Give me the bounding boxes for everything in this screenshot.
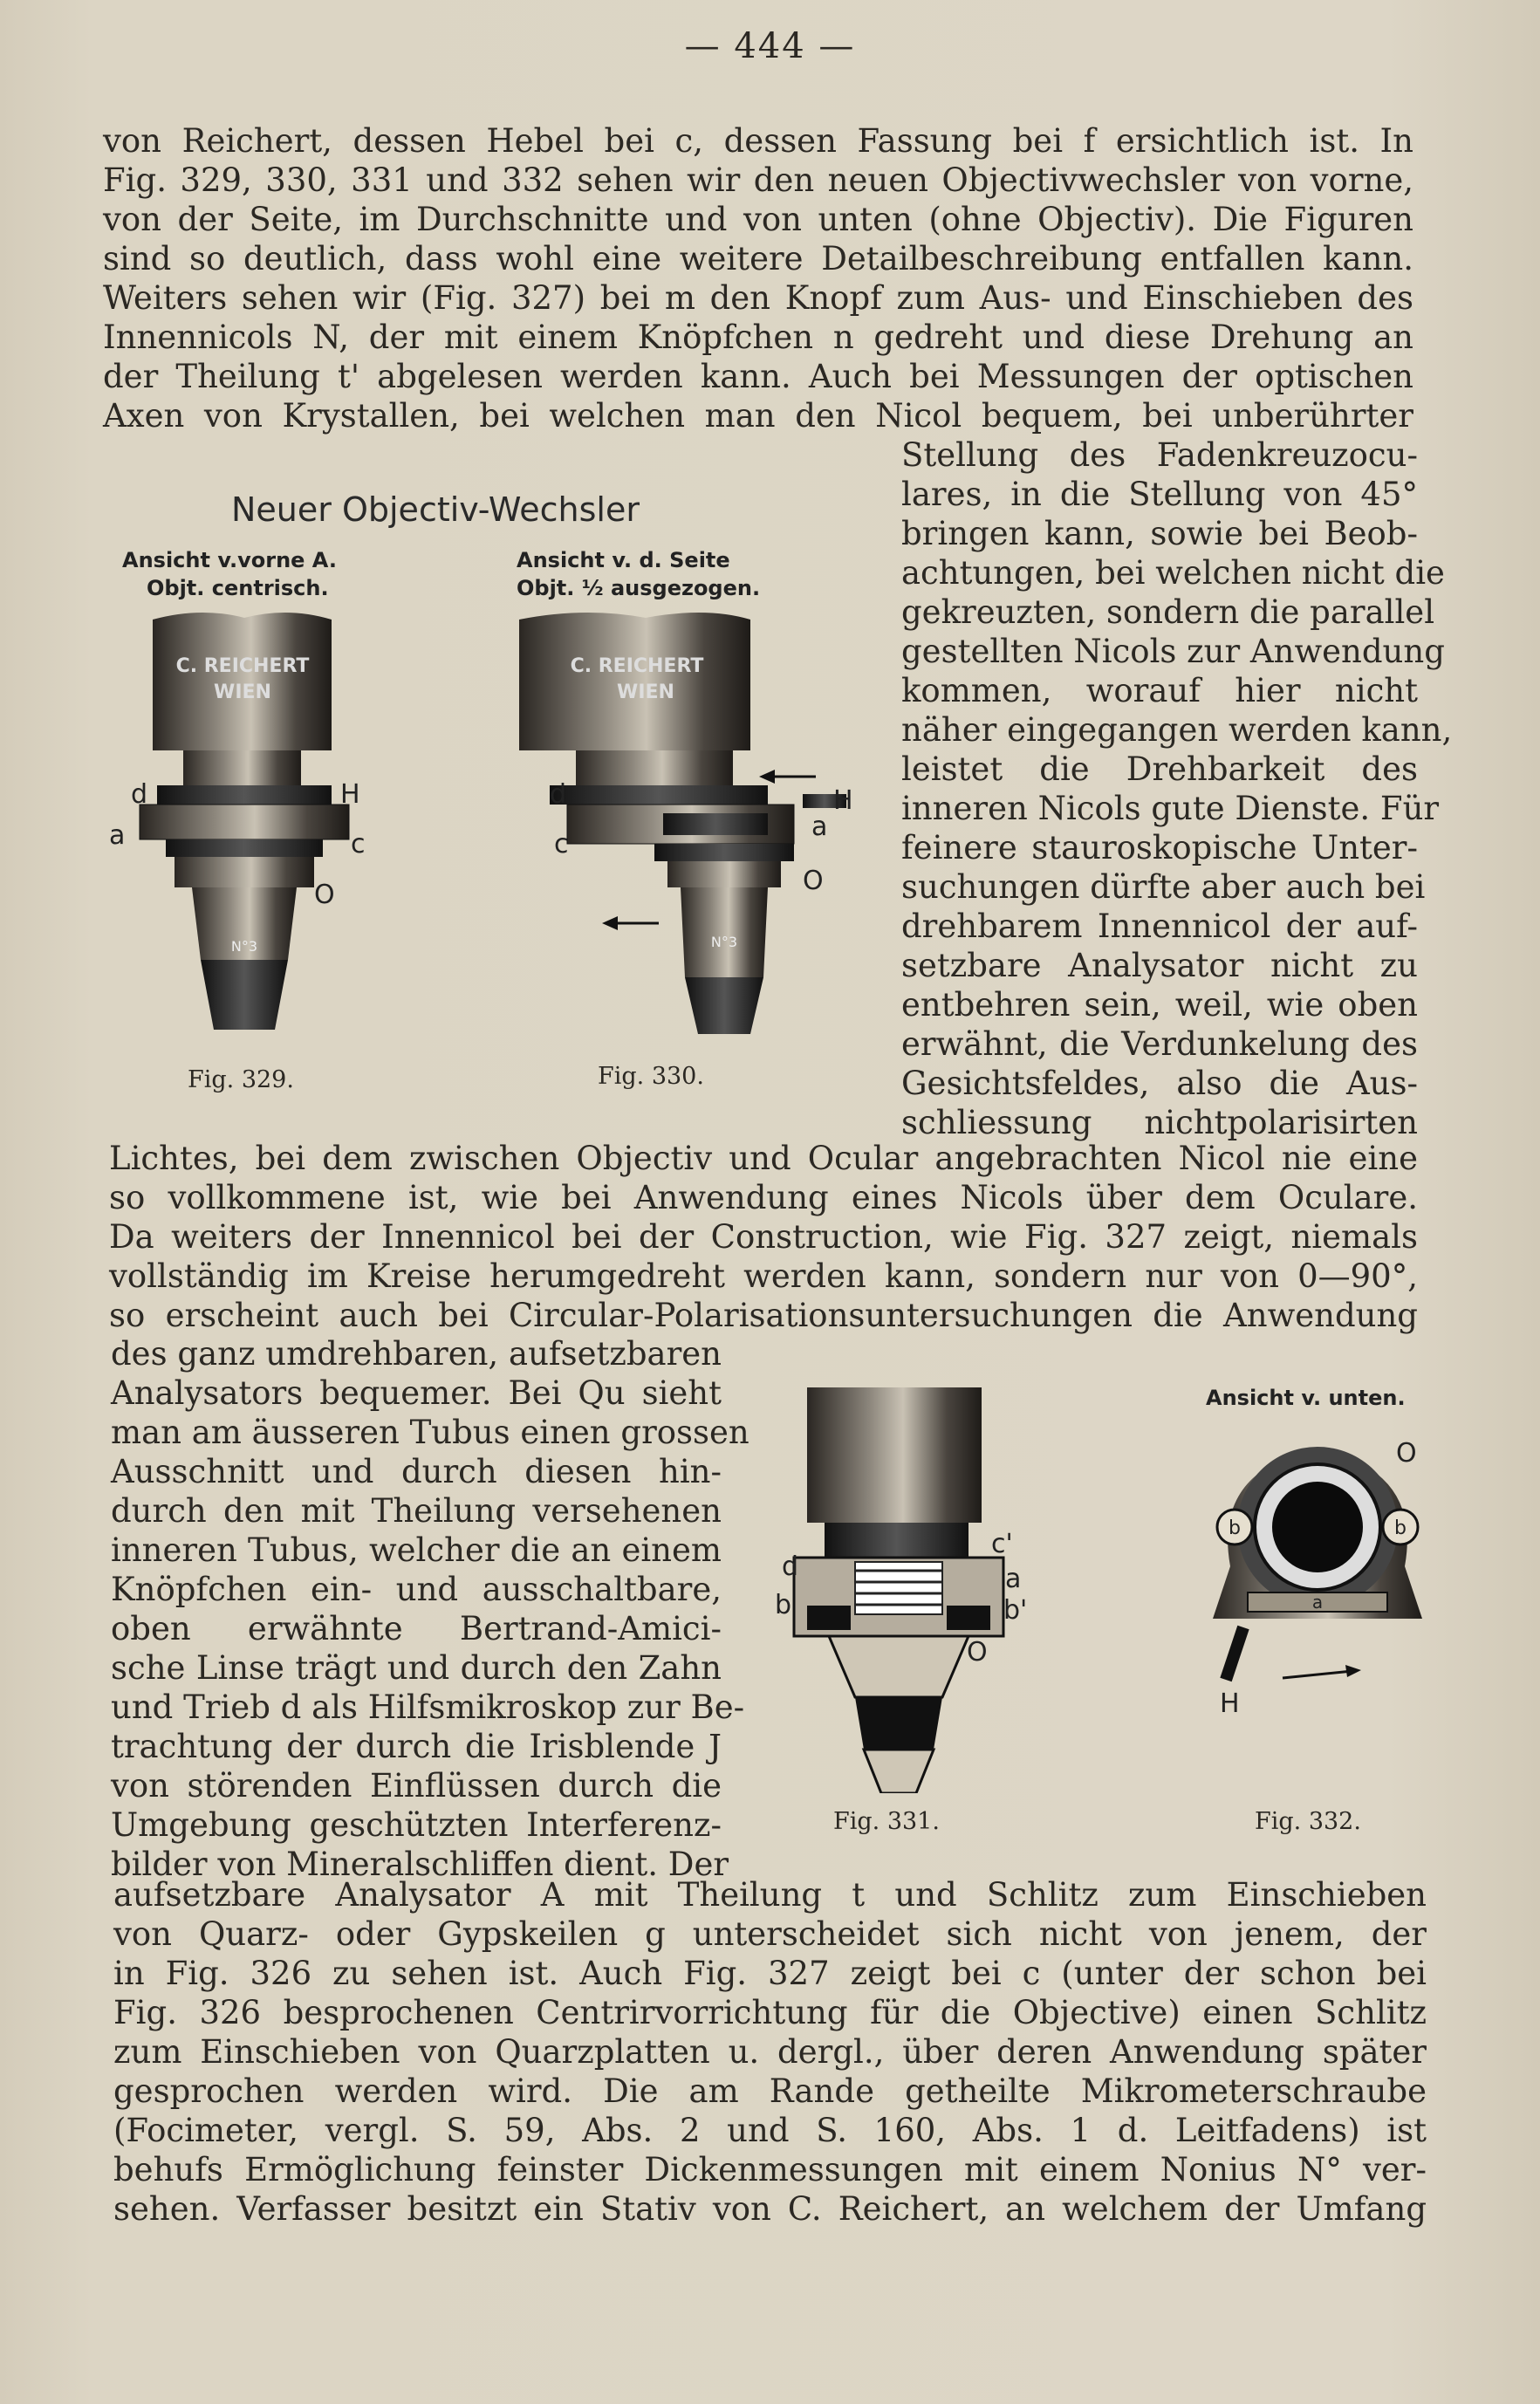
fig330-mark-a: a — [811, 812, 828, 842]
text-line: sehen. Verfasser besitzt ein Stativ von C. Reichert, an welchem der Umfang — [113, 2190, 1427, 2228]
fig329-mark-o: O — [314, 880, 335, 910]
text-line: oben erwähnte Bertrand-Amici- — [111, 1610, 722, 1647]
fig331-mark-b: b — [775, 1590, 792, 1620]
text-line: bilder von Mineralschliffen dient. Der — [111, 1846, 729, 1883]
text-line: in Fig. 326 zu sehen ist. Auch Fig. 327 zeigt bei c (unter der schon bei — [113, 1955, 1427, 1992]
text-line: so erscheint auch bei Circular-Polarisationsuntersuchungen die Anwendung — [109, 1297, 1418, 1334]
fig331-mark-d: d — [782, 1551, 799, 1582]
text-line: trachtung der durch die Irisblende J — [111, 1728, 722, 1765]
fig331-mark-a: a — [1005, 1564, 1022, 1594]
text-line: schliessung nichtpolarisirten — [901, 1104, 1418, 1141]
text-line: so vollkommene ist, wie bei Anwendung eines Nicols über dem Oculare. — [109, 1179, 1418, 1216]
text-line: der Theilung t' abgelesen werden kann. Auch bei Messungen der optischen — [103, 358, 1413, 395]
fig330-mark-d: d — [550, 779, 567, 810]
text-line: setzbare Analysator nicht zu — [901, 947, 1418, 984]
fig329-mark-c: c — [351, 829, 366, 860]
text-line: leistet die Drehbarkeit des — [901, 750, 1418, 788]
text-line: von Quarz- oder Gypskeilen g unterscheidet sich nicht von jenem, der — [113, 1915, 1427, 1953]
text-line: entbehren sein, weil, wie oben — [901, 986, 1418, 1024]
text-line: feinere stauroskopische Unter- — [901, 829, 1418, 866]
text-line: vollständig im Kreise herumgedreht werden kann, sondern nur von 0—90°, — [109, 1257, 1418, 1295]
fig329-mark-a: a — [109, 820, 126, 851]
text-line: sind so deutlich, dass wohl eine weitere Detailbeschreibung entfallen kann. — [103, 240, 1413, 277]
text-line: bringen kann, sowie bei Beob- — [901, 515, 1418, 552]
text-line: Ausschnitt und durch diesen hin- — [111, 1453, 722, 1490]
text-line: erwähnt, die Verdunkelung des — [901, 1025, 1418, 1063]
text-line: suchungen dürfte aber auch bei — [901, 868, 1426, 906]
fig329-objective-changer-front — [113, 611, 375, 1047]
fig332-label: Ansicht v. unten. — [1206, 1386, 1406, 1410]
text-line: achtungen, bei welchen nicht die — [901, 554, 1445, 592]
fig329-label-1: Ansicht v.vorne A. — [122, 548, 337, 572]
text-line: von Reichert, dessen Hebel bei c, dessen Fassung bei f ersichtlich ist. In — [103, 122, 1413, 160]
fig329-number: N°3 — [230, 938, 258, 955]
fig330-label-1: Ansicht v. d. Seite — [517, 548, 730, 572]
text-line: Umgebung geschützten Interferenz- — [111, 1806, 722, 1844]
fig329-brand-1: C. REICHERT — [175, 655, 310, 677]
text-line: gesprochen werden wird. Die am Rande getheilte Mikrometerschraube — [113, 2072, 1427, 2110]
text-line: gekreuzten, sondern die parallel — [901, 593, 1435, 631]
fig331-cross-section — [785, 1383, 1012, 1793]
fig330-brand-1: C. REICHERT — [570, 655, 704, 677]
text-line: näher eingegangen werden kann, — [901, 711, 1453, 749]
fig330-number: N°3 — [710, 934, 738, 950]
text-line: von störenden Einflüssen durch die — [111, 1767, 722, 1805]
text-line: lares, in die Stellung von 45° — [901, 476, 1418, 513]
fig330-label-2: Objt. ½ ausgezogen. — [517, 576, 761, 600]
fig332-mark-h: H — [1220, 1688, 1240, 1719]
figure-title: Neuer Objectiv-Wechsler — [231, 490, 640, 529]
text-line: inneren Nicols gute Dienste. Für — [901, 790, 1440, 827]
text-line: sche Linse trägt und durch den Zahn — [111, 1649, 722, 1687]
fig331-caption: Fig. 331. — [833, 1808, 940, 1835]
text-line: des ganz umdrehbaren, aufsetzbaren — [111, 1335, 722, 1373]
text-line: gestellten Nicols zur Anwendung — [901, 633, 1445, 670]
text-line: von der Seite, im Durchschnitte und von unten (ohne Objectiv). Die Figuren — [103, 201, 1413, 238]
text-line: und Trieb d als Hilfsmikroskop zur Be- — [111, 1688, 745, 1726]
fig332-caption: Fig. 332. — [1255, 1808, 1361, 1835]
text-line: Weiters sehen wir (Fig. 327) bei m den Knopf zum Aus- und Einschieben des — [103, 279, 1413, 317]
fig330-mark-c: c — [554, 829, 569, 860]
fig329-caption: Fig. 329. — [188, 1066, 294, 1093]
fig329-brand-2: WIEN — [214, 681, 271, 703]
fig329-mark-d: d — [131, 779, 148, 810]
text-line: durch den mit Theilung versehenen — [111, 1492, 722, 1530]
text-line: drehbarem Innennicol der auf- — [901, 907, 1418, 945]
svg-text:a: a — [1311, 1592, 1324, 1613]
svg-text:b: b — [1394, 1517, 1407, 1539]
text-line: inneren Tubus, welcher die an einem — [111, 1531, 722, 1569]
fig330-mark-o: O — [803, 866, 824, 896]
fig331-mark-b-prime: b' — [1003, 1595, 1028, 1626]
fig329-label-2: Objt. centrisch. — [147, 576, 329, 600]
text-line: Axen von Krystallen, bei welchen man den Nicol bequem, bei unberührter — [103, 397, 1413, 435]
text-line: aufsetzbare Analysator A mit Theilung t und Schlitz zum Einschieben — [113, 1876, 1427, 1914]
svg-text:b: b — [1229, 1517, 1241, 1539]
text-line: Innennicols N, der mit einem Knöpfchen n gedreht und diese Drehung an — [103, 318, 1413, 356]
fig330-mark-h: H — [833, 785, 853, 816]
text-line: Da weiters der Innennicol bei der Construction, wie Fig. 327 zeigt, niemals — [109, 1218, 1418, 1256]
text-line: zum Einschieben von Quarzplatten u. dergl., über deren Anwendung später — [113, 2033, 1427, 2071]
text-line: behufs Ermöglichung feinster Dickenmessungen mit einem Nonius N° ver- — [113, 2151, 1427, 2188]
text-line: Lichtes, bei dem zwischen Objectiv und Ocular angebrachten Nicol nie eine — [109, 1140, 1418, 1177]
text-line: man am äusseren Tubus einen grossen — [111, 1414, 749, 1451]
text-line: Knöpfchen ein- und ausschaltbare, — [111, 1571, 722, 1608]
text-line: Gesichtsfeldes, also die Aus- — [901, 1065, 1418, 1102]
page-number: — 444 — — [684, 26, 856, 66]
text-line: Stellung des Fadenkreuzocu- — [901, 436, 1418, 474]
fig330-brand-2: WIEN — [617, 681, 674, 703]
fig331-mark-c-prime: c' — [991, 1529, 1013, 1559]
text-line: Fig. 326 besprochenen Centrirvorrichtung für die Objective) einen Schlitz — [113, 1994, 1427, 2031]
text-line: (Focimeter, vergl. S. 59, Abs. 2 und S. 160, Abs. 1 d. Leitfadens) ist — [113, 2112, 1427, 2149]
fig332-mark-o: O — [1396, 1438, 1417, 1469]
text-line: kommen, worauf hier nicht — [901, 672, 1418, 709]
text-line: Analysators bequemer. Bei Qu sieht — [111, 1374, 722, 1412]
fig331-mark-o: O — [967, 1637, 988, 1668]
fig330-caption: Fig. 330. — [598, 1063, 704, 1090]
fig329-mark-h: H — [340, 779, 360, 810]
text-line: Fig. 329, 330, 331 und 332 sehen wir den neuen Objectivwechsler von vorne, — [103, 161, 1413, 199]
